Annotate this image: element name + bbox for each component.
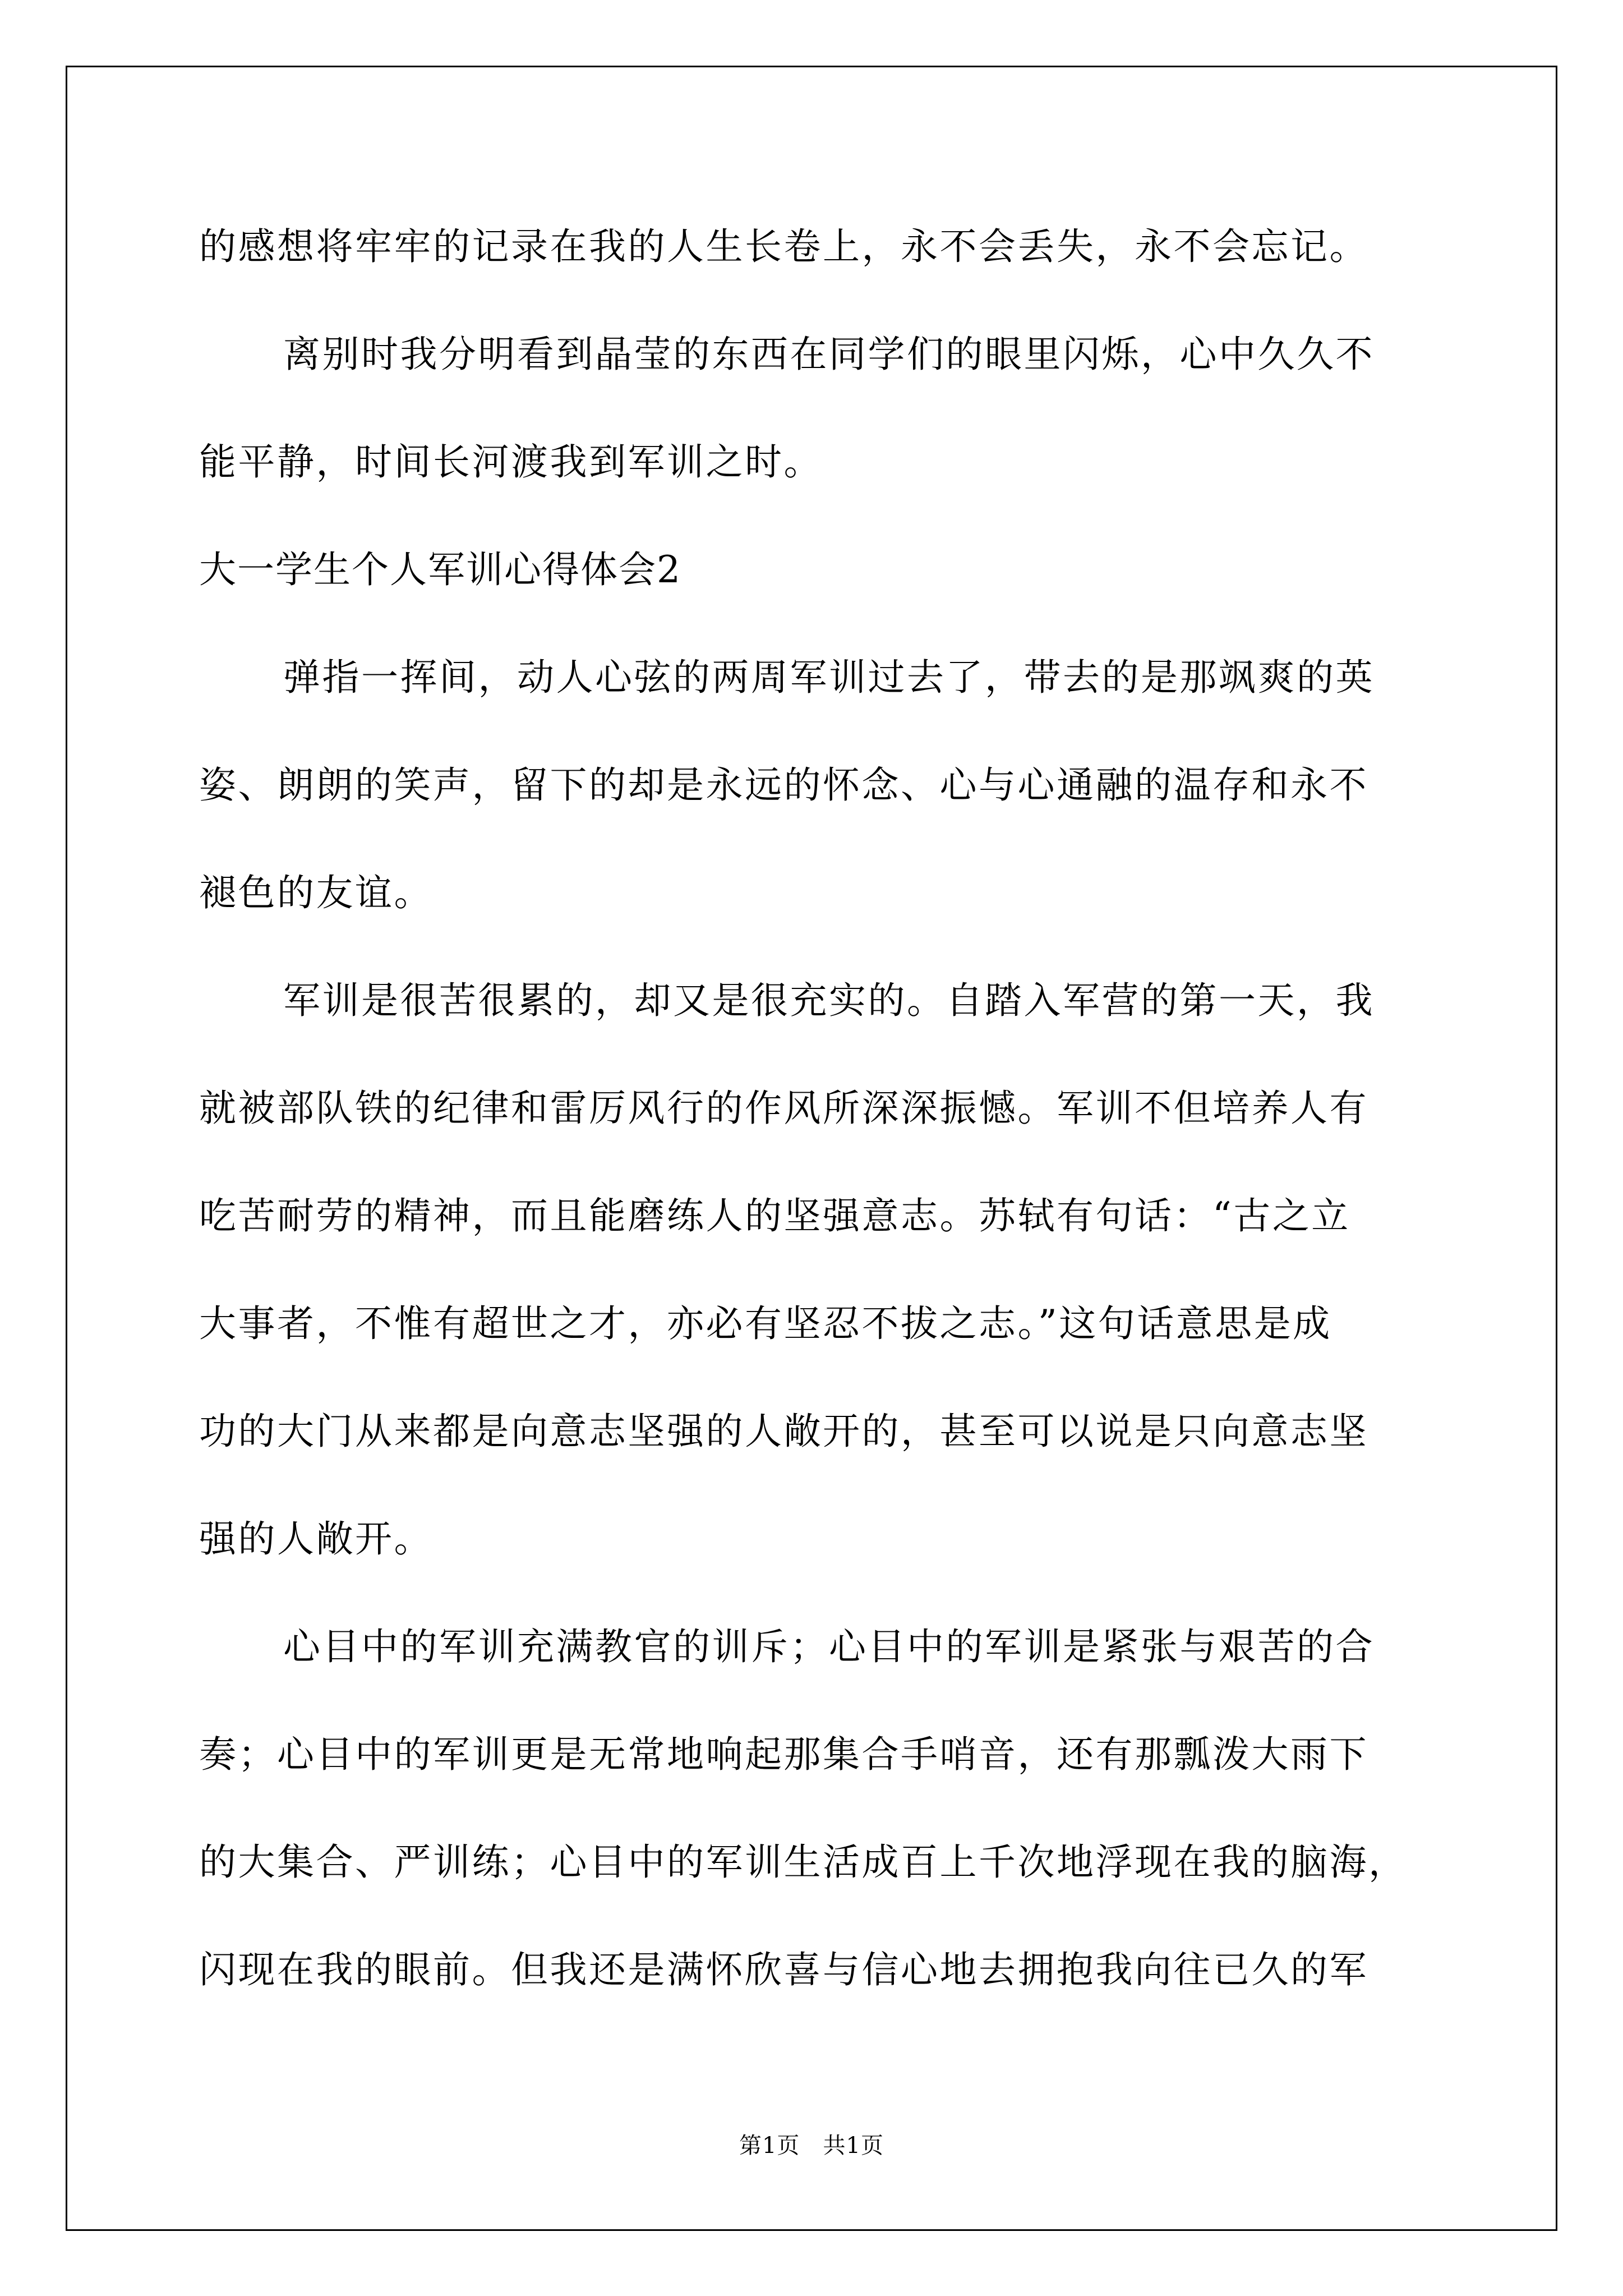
text-line: 姿、朗朗的笑声，留下的却是永远的怀念、心与心通融的温存和永不 — [199, 763, 1368, 807]
page-footer: 第1页 共1页 — [739, 2133, 884, 2159]
document-body — [199, 213, 1433, 2044]
text-line: 的大集合、严训练；心目中的军训生活成百上千次地浮现在我的脑海， — [199, 1841, 1408, 1884]
text-line: 褪色的友谊。 — [199, 871, 433, 914]
text-line: 就被部队铁的纪律和雷厉风行的作风所深深振憾。军训不但培养人有 — [199, 1087, 1368, 1130]
paragraph-start-line: 军训是很苦很累的，却又是很充实的。自踏入军营的第一天，我 — [283, 979, 1375, 1022]
section-heading: 大一学生个人军训心得体会2 — [199, 548, 681, 591]
text-line: 强的人敞开。 — [199, 1517, 433, 1561]
paragraph-start-line: 心目中的军训充满教官的训斥；心目中的军训是紧张与艰苦的合 — [283, 1625, 1375, 1668]
text-line: 闪现在我的眼前。但我还是满怀欣喜与信心地去拥抱我向往已久的军 — [199, 1948, 1368, 1991]
text-line: 大事者，不惟有超世之才，亦必有坚忍不拔之志。”这句话意思是成 — [199, 1302, 1332, 1345]
paragraph-start-line: 离别时我分明看到晶莹的东西在同学们的眼里闪烁，心中久久不 — [283, 333, 1375, 376]
paragraph-start-line: 弹指一挥间，动人心弦的两周军训过去了，带去的是那飒爽的英 — [283, 656, 1375, 699]
text-line: 吃苦耐劳的精神，而且能磨练人的坚强意志。苏轼有句话：“古之立 — [199, 1194, 1350, 1237]
text-line: 奏；心目中的军训更是无常地响起那集合手哨音，还有那瓢泼大雨下 — [199, 1733, 1368, 1776]
text-line: 的感想将牢牢的记录在我的人生长卷上，永不会丢失，永不会忘记。 — [199, 225, 1368, 268]
text-line: 能平静，时间长河渡我到军训之时。 — [199, 440, 823, 484]
text-line: 功的大门从来都是向意志坚强的人敞开的，甚至可以说是只向意志坚 — [199, 1410, 1368, 1453]
